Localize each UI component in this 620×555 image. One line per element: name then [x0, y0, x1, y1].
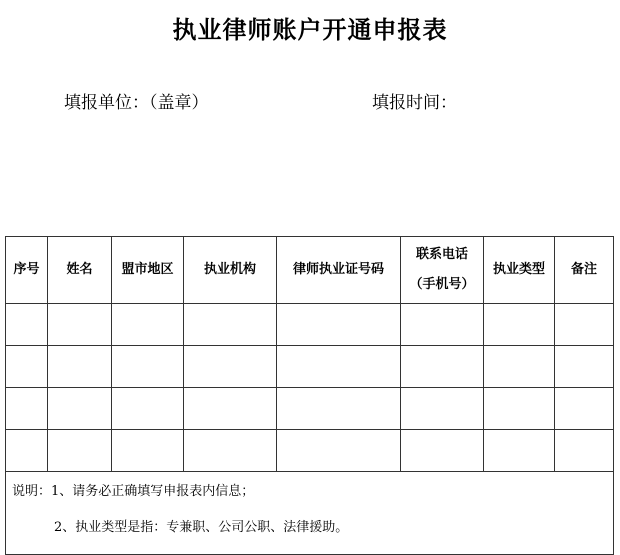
header-contact-phone-line2: （手机号） — [409, 277, 475, 292]
table-cell[interactable] — [277, 304, 401, 346]
note-line-1: 说明：1、请务必正确填写申报表内信息； — [12, 484, 255, 499]
table-cell[interactable] — [184, 430, 277, 472]
table-cell[interactable] — [277, 346, 401, 388]
table-row — [6, 304, 614, 346]
table-cell[interactable] — [6, 430, 48, 472]
table-cell[interactable] — [484, 388, 555, 430]
notes-row — [6, 472, 614, 555]
table-cell[interactable] — [6, 304, 48, 346]
table-row — [6, 346, 614, 388]
table-cell[interactable] — [555, 346, 614, 388]
form-title: 执业律师账户开通申报表 — [172, 15, 448, 44]
header-contact-phone — [401, 237, 484, 304]
header-practice-institution: 执业机构 — [184, 237, 277, 304]
table-cell[interactable] — [555, 304, 614, 346]
table-cell[interactable] — [48, 304, 112, 346]
table-cell[interactable] — [6, 346, 48, 388]
table-cell[interactable] — [112, 304, 184, 346]
table-cell[interactable] — [48, 388, 112, 430]
table-row — [6, 388, 614, 430]
header-practice-type: 执业类型 — [484, 237, 555, 304]
table-cell[interactable] — [484, 304, 555, 346]
table-cell[interactable] — [555, 388, 614, 430]
header-row — [6, 237, 614, 304]
table-cell[interactable] — [401, 430, 484, 472]
header-remarks: 备注 — [555, 237, 614, 304]
table-cell[interactable] — [6, 388, 48, 430]
reporting-unit-label: 填报单位：（盖章） — [64, 93, 209, 113]
header-region: 盟市地区 — [112, 237, 184, 304]
header-contact-phone-line1: 联系电话 — [415, 247, 468, 262]
application-table — [5, 236, 614, 555]
table-cell[interactable] — [277, 388, 401, 430]
table-cell[interactable] — [112, 346, 184, 388]
reporting-time-label: 填报时间： — [372, 93, 457, 113]
table-cell[interactable] — [401, 304, 484, 346]
table-cell[interactable] — [184, 304, 277, 346]
table-cell[interactable] — [184, 388, 277, 430]
table-cell[interactable] — [401, 388, 484, 430]
table-cell[interactable] — [484, 346, 555, 388]
table-cell[interactable] — [484, 430, 555, 472]
table-cell[interactable] — [401, 346, 484, 388]
table-cell[interactable] — [48, 346, 112, 388]
notes-cell — [6, 472, 614, 555]
table-cell[interactable] — [112, 388, 184, 430]
table-row — [6, 430, 614, 472]
note-line-2: 2、执业类型是指：专兼职、公司公职、法律援助。 — [54, 520, 349, 535]
header-name: 姓名 — [48, 237, 112, 304]
table-cell[interactable] — [184, 346, 277, 388]
table-cell[interactable] — [277, 430, 401, 472]
table-cell[interactable] — [555, 430, 614, 472]
table-cell[interactable] — [48, 430, 112, 472]
table-cell[interactable] — [112, 430, 184, 472]
header-license-number: 律师执业证号码 — [277, 237, 401, 304]
header-serial-no: 序号 — [6, 237, 48, 304]
